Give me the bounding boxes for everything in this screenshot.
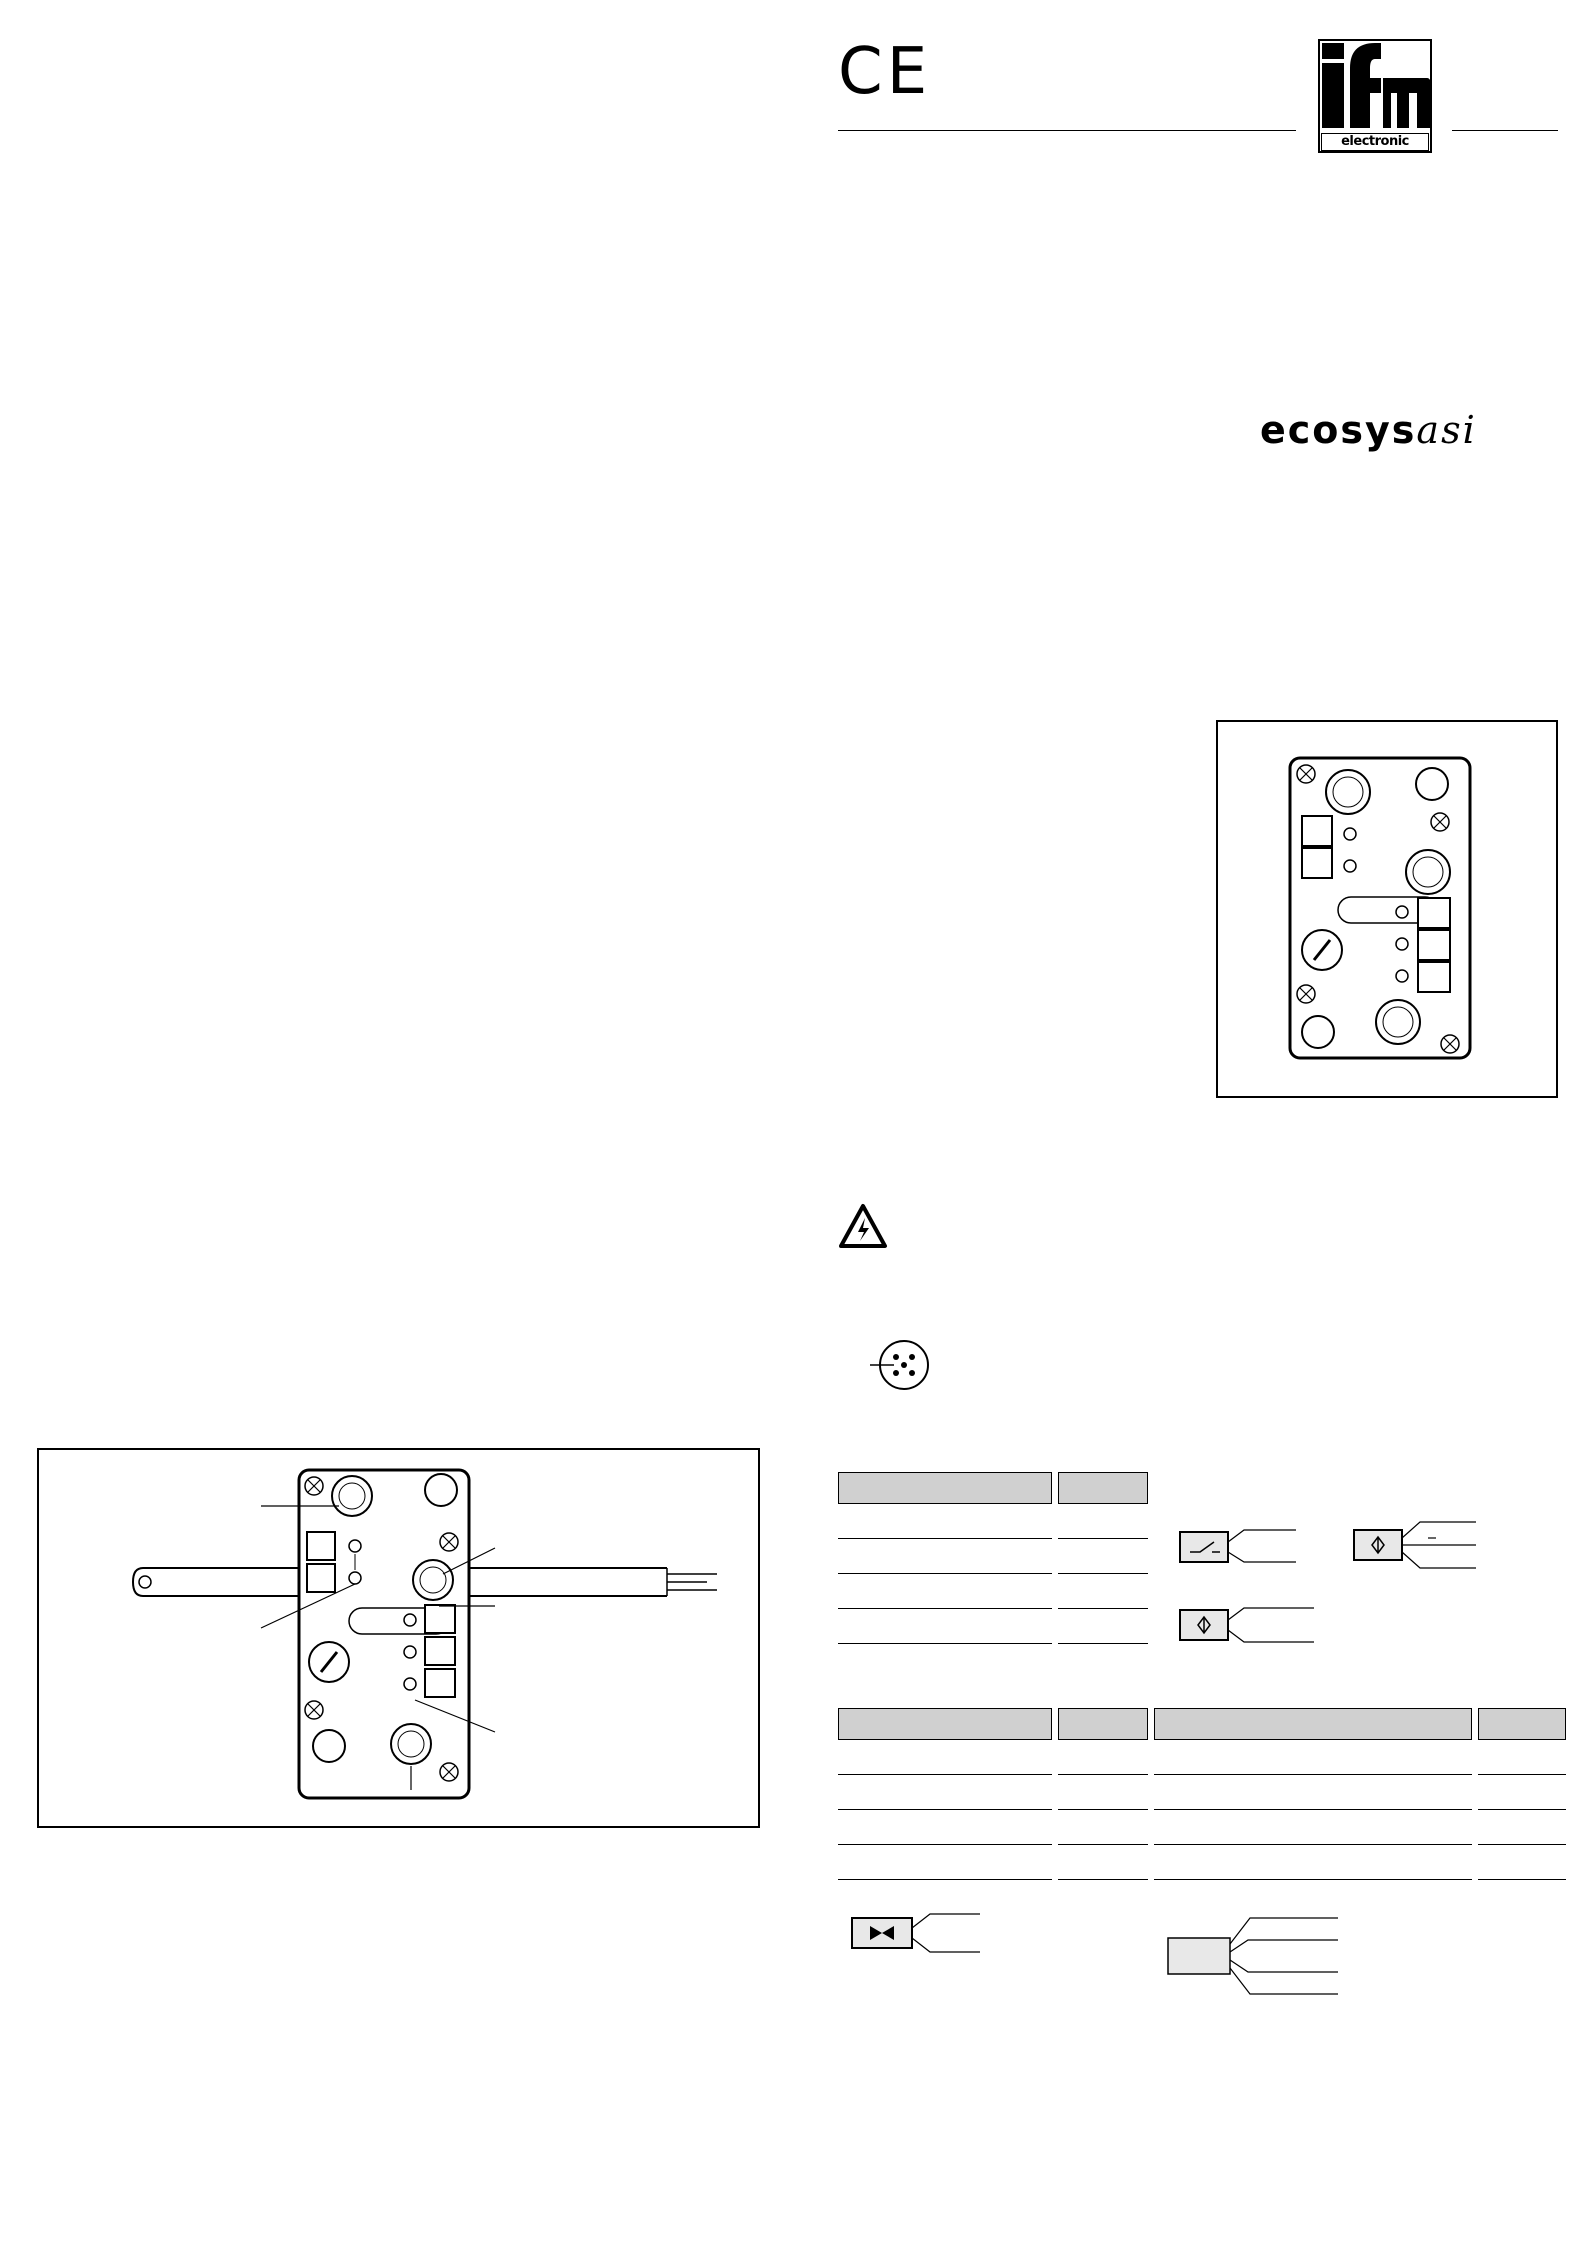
- table-cell: [838, 1845, 1052, 1880]
- table-cell: [1058, 1609, 1148, 1644]
- table-cell: [1058, 1740, 1148, 1775]
- inductive-sensor-2wire-symbol: [1178, 1600, 1318, 1650]
- table-cell: [1154, 1775, 1472, 1810]
- solenoid-valve-symbol: [850, 1908, 990, 1958]
- table-row: [838, 1539, 1148, 1574]
- table-top-header-cell: [1058, 1472, 1148, 1504]
- table-cell: [1154, 1810, 1472, 1845]
- table-cell: [838, 1504, 1052, 1539]
- module-figure-top: [1216, 720, 1558, 1098]
- table-top-header: [838, 1472, 1148, 1504]
- table-bottom: [832, 1708, 1572, 1880]
- table-cell: [838, 1810, 1052, 1845]
- table-row: [838, 1775, 1566, 1810]
- table-cell: [1058, 1574, 1148, 1609]
- table-row: [838, 1810, 1566, 1845]
- table-row: [838, 1574, 1148, 1609]
- table-row: [838, 1845, 1566, 1880]
- header-rule-left: [838, 130, 1296, 131]
- product-line-logo: [1260, 408, 1477, 452]
- table-cell: [838, 1539, 1052, 1574]
- m12-connector-icon: [866, 1335, 936, 1395]
- brand-name: ecosys: [1260, 408, 1417, 452]
- table-cell: [838, 1574, 1052, 1609]
- table-cell: [1478, 1810, 1566, 1845]
- table-cell: [1058, 1539, 1148, 1574]
- table-cell: [838, 1609, 1052, 1644]
- table-cell: [1478, 1845, 1566, 1880]
- table-bottom-header-cell: [1154, 1708, 1472, 1740]
- table-bottom-header-cell: [1058, 1708, 1148, 1740]
- electrical-warning-icon: [838, 1203, 888, 1249]
- table-row: [838, 1740, 1566, 1775]
- logo-subtitle: electronic: [1321, 133, 1429, 151]
- table-top: [832, 1472, 1154, 1644]
- table-cell: [1058, 1845, 1148, 1880]
- table-cell: [1058, 1504, 1148, 1539]
- table-cell: [1154, 1740, 1472, 1775]
- table-bottom-header-cell: [1478, 1708, 1566, 1740]
- multi-wire-device-symbol: [1166, 1910, 1356, 2000]
- table-row: [838, 1504, 1148, 1539]
- table-cell: [1154, 1845, 1472, 1880]
- ifm-logo: [1317, 38, 1433, 154]
- inductive-sensor-3wire-symbol: [1352, 1514, 1492, 1574]
- module-drawing-top: [1218, 722, 1560, 1100]
- table-cell: [838, 1740, 1052, 1775]
- table-top-header-cell: [838, 1472, 1052, 1504]
- table-bottom-header: [838, 1708, 1566, 1740]
- table-cell: [838, 1775, 1052, 1810]
- module-drawing-bottom: [39, 1450, 762, 1830]
- table-bottom-header-cell: [838, 1708, 1052, 1740]
- module-figure-bottom: [37, 1448, 760, 1828]
- mechanical-switch-symbol: [1178, 1520, 1308, 1570]
- header-rule-right: [1452, 130, 1558, 131]
- brand-suffix: asi: [1416, 408, 1477, 452]
- ce-mark: CE: [838, 35, 932, 109]
- table-cell: [1058, 1810, 1148, 1845]
- table-cell: [1478, 1740, 1566, 1775]
- table-row: [838, 1609, 1148, 1644]
- table-cell: [1058, 1775, 1148, 1810]
- table-cell: [1478, 1775, 1566, 1810]
